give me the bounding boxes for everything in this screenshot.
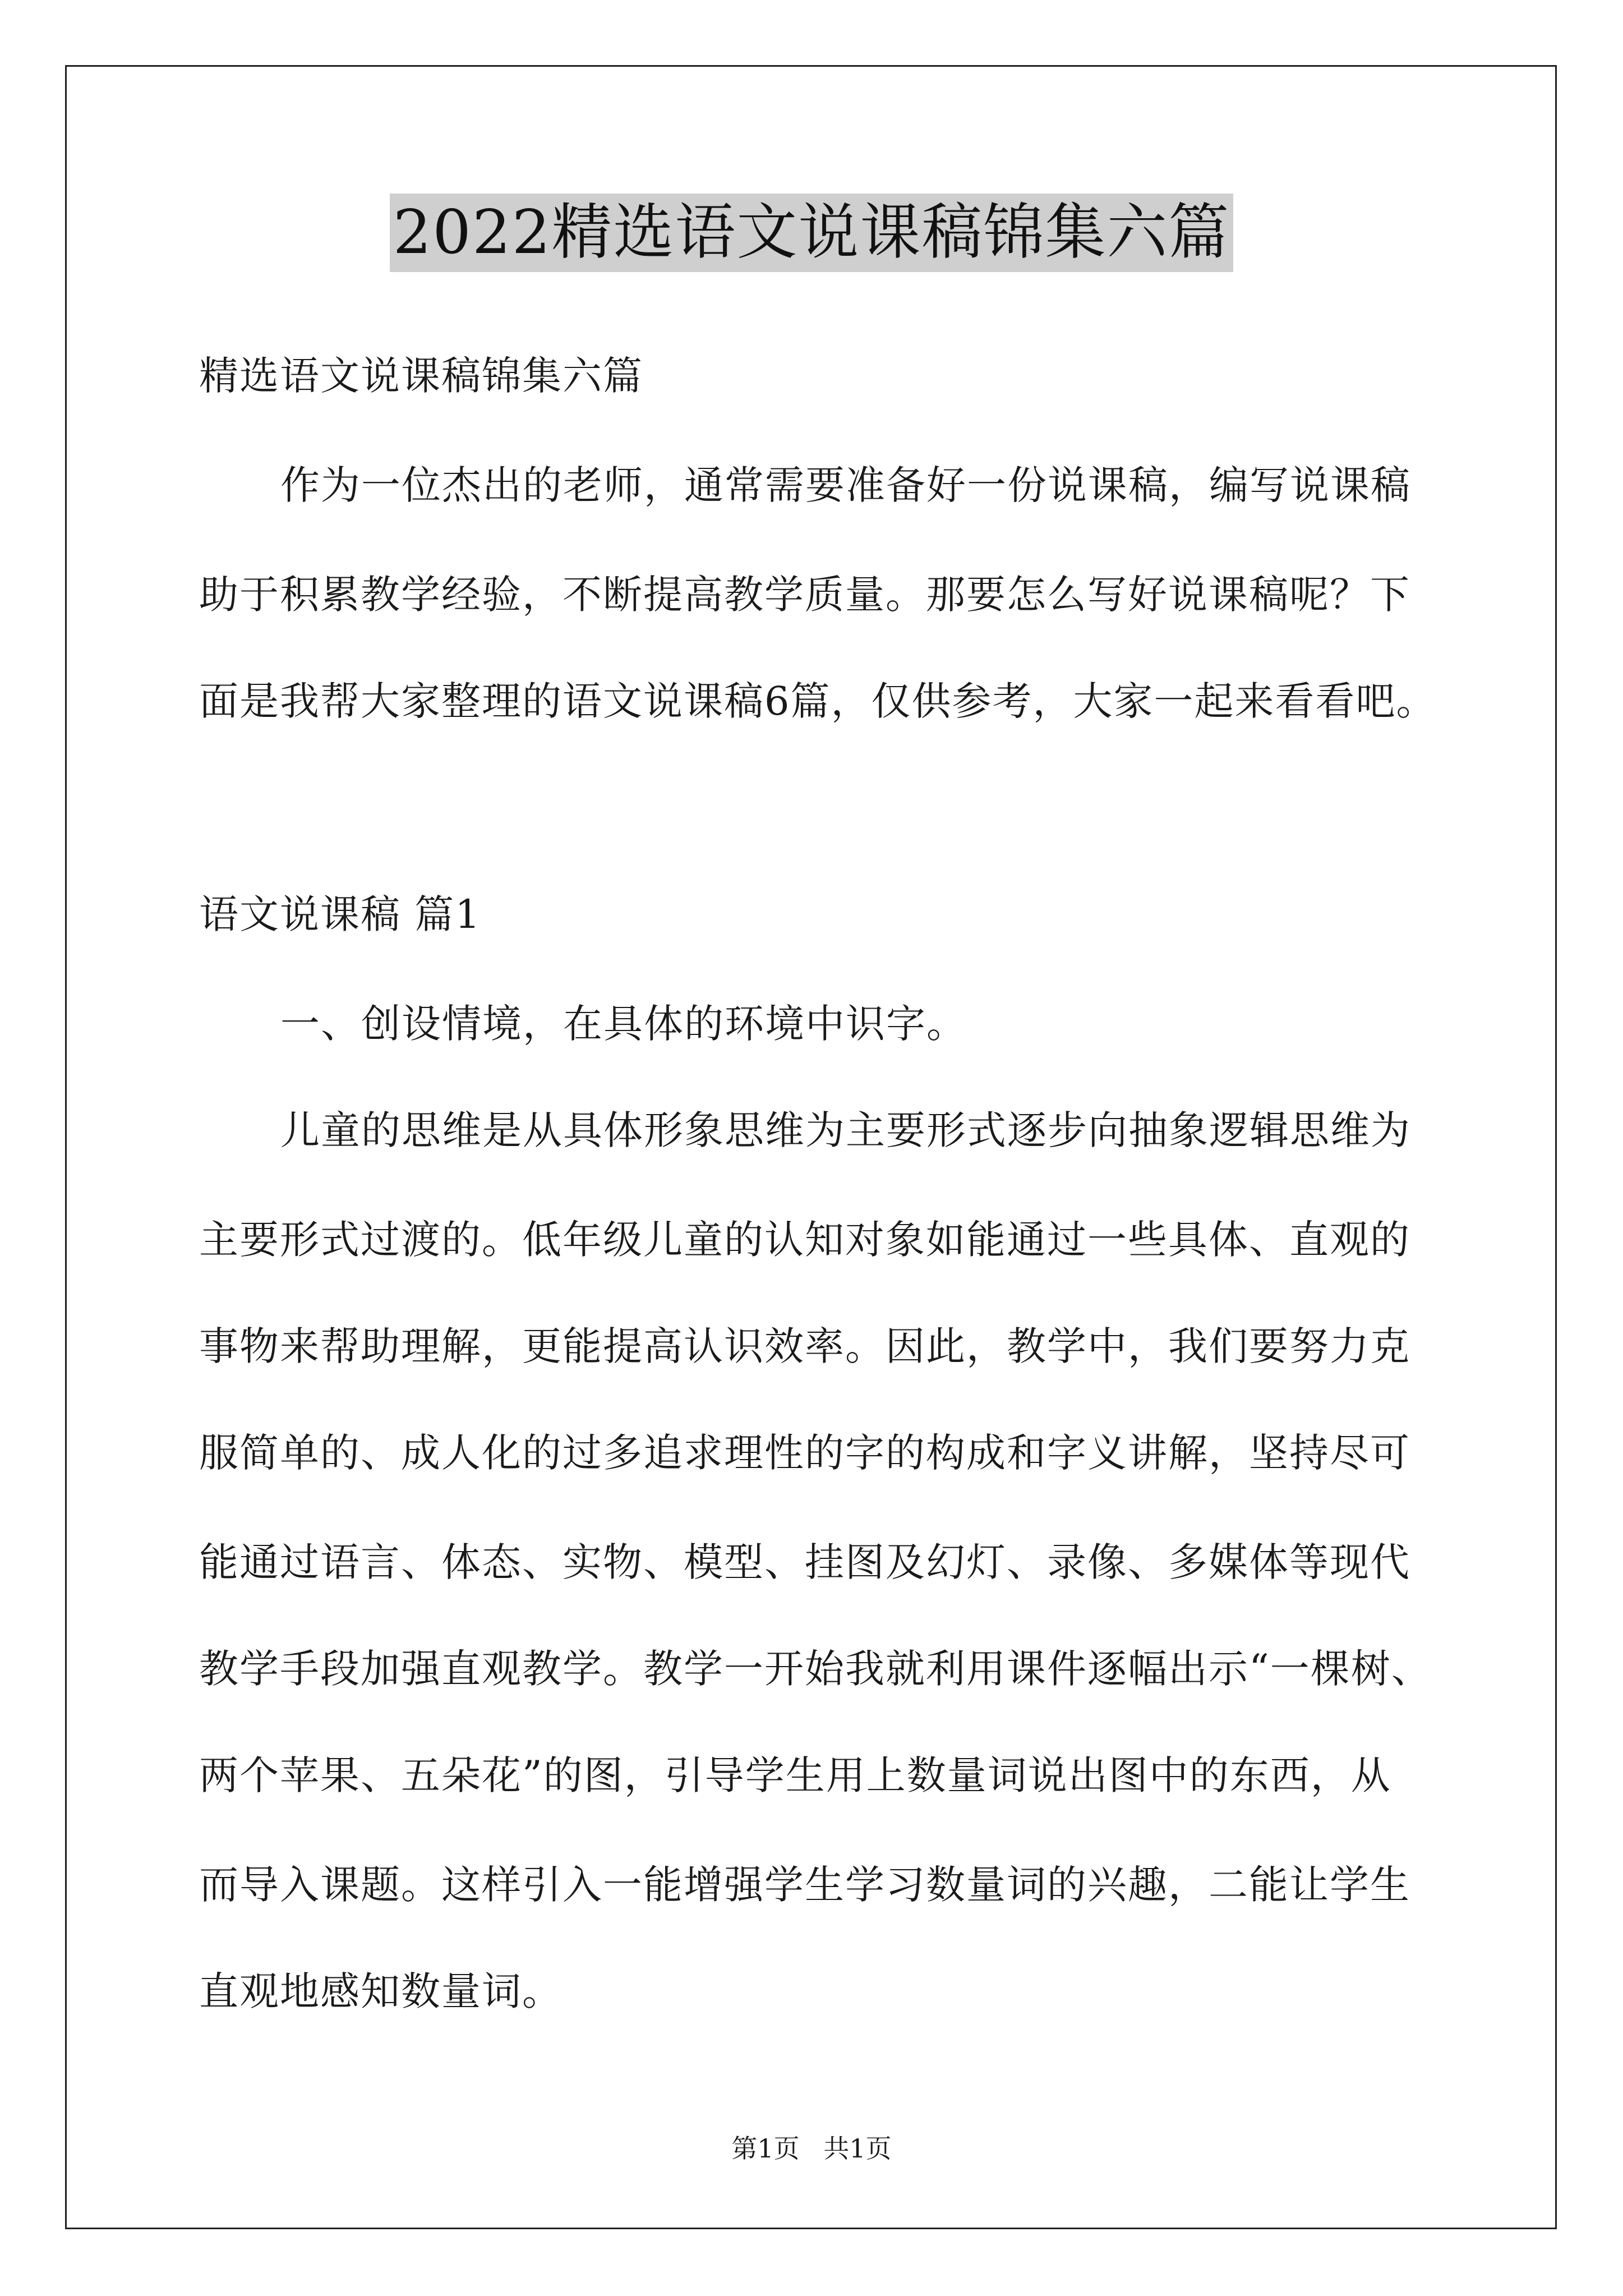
body-line-9: 直观地感知数量词。 <box>199 1968 562 2014</box>
section-heading: 语文说课稿 篇1 <box>199 891 481 937</box>
intro-line-2: 助于积累教学经验，不断提高教学质量。那要怎么写好说课稿呢？下 <box>199 572 1410 618</box>
body-line-7: 两个苹果、五朵花”的图，引导学生用上数量词说出图中的东西，从 <box>199 1752 1391 1798</box>
intro-line-1: 作为一位杰出的老师，通常需要准备好一份说课稿，编写说课稿 <box>280 462 1411 508</box>
body-line-1: 儿童的思维是从具体形象思维为主要形式逐步向抽象逻辑思维为 <box>280 1107 1411 1153</box>
intro-line-3: 面是我帮大家整理的语文说课稿6篇，仅供参考，大家一起来看看吧。 <box>199 678 1437 724</box>
body-line-3: 事物来帮助理解，更能提高认识效率。因此，教学中，我们要努力克 <box>199 1323 1410 1369</box>
title-container <box>0 194 1623 272</box>
body-line-8: 而导入课题。这样引入一能增强学生学习数量词的兴趣，二能让学生 <box>199 1862 1410 1908</box>
body-line-5: 能通过语言、体态、实物、模型、挂图及幻灯、录像、多媒体等现代 <box>199 1539 1410 1585</box>
document-title: 2022精选语文说课稿锦集六篇 <box>390 194 1234 272</box>
page-footer <box>0 2132 1623 2165</box>
body-line-2: 主要形式过渡的。低年级儿童的认知对象如能通过一些具体、直观的 <box>199 1217 1410 1263</box>
page-number-current: 第1页 <box>731 2133 800 2164</box>
document-subtitle: 精选语文说课稿锦集六篇 <box>199 353 643 399</box>
body-line-6: 教学手段加强直观教学。教学一开始我就利用课件逐幅出示“一棵树、 <box>199 1646 1432 1692</box>
body-line-4: 服简单的、成人化的过多追求理性的字的构成和字义讲解，坚持尽可 <box>199 1430 1410 1476</box>
page-number-total: 共1页 <box>823 2133 892 2164</box>
point-heading: 一、创设情境，在具体的环境中识字。 <box>280 1001 967 1047</box>
